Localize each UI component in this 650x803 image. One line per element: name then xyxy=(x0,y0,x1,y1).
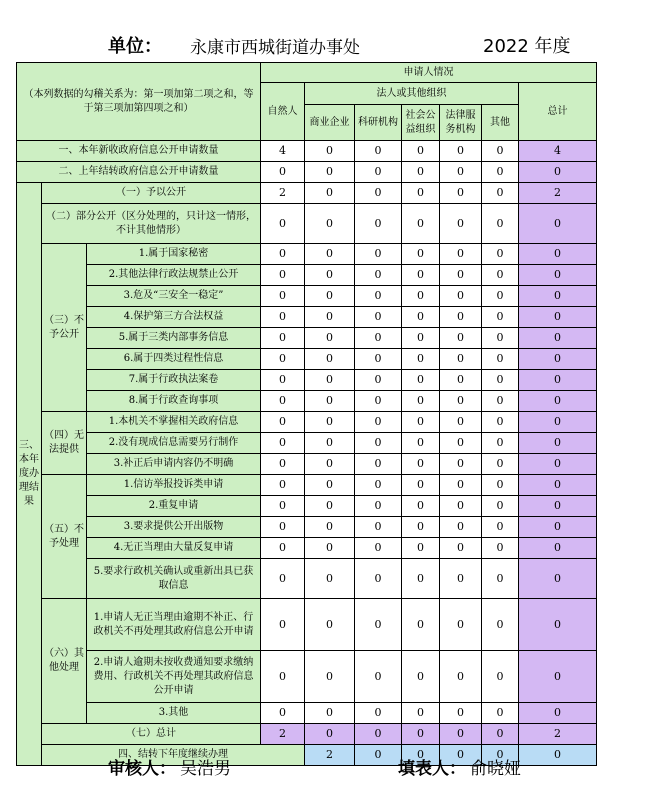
row-label: 2.其他法律行政法规禁止公开 xyxy=(87,265,261,286)
value-cell: 0 xyxy=(440,745,482,766)
table-row xyxy=(17,412,597,433)
value-cell: 0 xyxy=(519,745,597,766)
value-cell: 0 xyxy=(482,724,519,745)
row-label: 5.要求行政机关确认或重新出具已获取信息 xyxy=(87,559,261,599)
row-label: 1.申请人无正当理由逾期不补正、行政机关不再处理其政府信息公开申请 xyxy=(87,599,261,651)
table-row xyxy=(17,433,597,454)
value-cell: 0 xyxy=(440,141,482,162)
value-cell: 0 xyxy=(305,517,355,538)
value-cell: 0 xyxy=(305,454,355,475)
group-label: （四）无法提供 xyxy=(42,412,87,475)
value-cell: 0 xyxy=(440,651,482,703)
value-cell: 0 xyxy=(519,265,597,286)
table-row xyxy=(17,328,597,349)
table-row xyxy=(17,349,597,370)
value-cell: 0 xyxy=(261,703,305,724)
value-cell: 0 xyxy=(261,265,305,286)
table-row xyxy=(17,559,597,599)
report-footer xyxy=(0,754,650,784)
value-cell: 0 xyxy=(402,183,440,204)
table-row xyxy=(17,496,597,517)
value-cell: 0 xyxy=(402,328,440,349)
value-cell: 0 xyxy=(355,651,402,703)
value-cell: 4 xyxy=(261,141,305,162)
group-label: （三）不予公开 xyxy=(42,244,87,412)
value-cell: 0 xyxy=(402,349,440,370)
value-cell: 0 xyxy=(482,703,519,724)
value-cell: 0 xyxy=(355,141,402,162)
value-cell: 0 xyxy=(305,307,355,328)
row-label: 1.信访举报投诉类申请 xyxy=(87,475,261,496)
value-cell: 0 xyxy=(519,475,597,496)
value-cell: 0 xyxy=(305,412,355,433)
reviewer-label: 审核人： xyxy=(108,759,176,779)
row-label: 1.本机关不掌握相关政府信息 xyxy=(87,412,261,433)
value-cell: 0 xyxy=(519,328,597,349)
col-other: 其他 xyxy=(482,105,519,141)
value-cell: 0 xyxy=(402,475,440,496)
value-cell: 0 xyxy=(261,204,305,244)
value-cell: 0 xyxy=(440,370,482,391)
value-cell: 0 xyxy=(482,651,519,703)
value-cell: 0 xyxy=(355,475,402,496)
value-cell: 0 xyxy=(355,265,402,286)
value-cell: 0 xyxy=(305,724,355,745)
value-cell: 0 xyxy=(402,412,440,433)
value-cell: 0 xyxy=(402,391,440,412)
value-cell: 0 xyxy=(482,244,519,265)
value-cell: 0 xyxy=(305,475,355,496)
value-cell: 0 xyxy=(305,349,355,370)
value-cell: 0 xyxy=(305,183,355,204)
value-cell: 0 xyxy=(261,538,305,559)
value-cell: 0 xyxy=(519,559,597,599)
row-label: 1.属于国家秘密 xyxy=(87,244,261,265)
unit-label: 单位： xyxy=(108,36,162,57)
report-header xyxy=(0,32,650,62)
value-cell: 0 xyxy=(261,496,305,517)
value-cell: 0 xyxy=(305,204,355,244)
report-table xyxy=(16,62,597,766)
value-cell: 0 xyxy=(519,370,597,391)
value-cell: 0 xyxy=(482,204,519,244)
value-cell: 0 xyxy=(305,162,355,183)
value-cell: 0 xyxy=(305,328,355,349)
value-cell: 0 xyxy=(355,745,402,766)
value-cell: 0 xyxy=(402,496,440,517)
row-label: 2.没有现成信息需要另行制作 xyxy=(87,433,261,454)
value-cell: 0 xyxy=(519,433,597,454)
value-cell: 0 xyxy=(482,265,519,286)
report-year: 2022 年度 xyxy=(483,36,571,57)
row-label: 5.属于三类内部事务信息 xyxy=(87,328,261,349)
natural-person-header: 自然人 xyxy=(261,83,305,141)
value-cell: 0 xyxy=(305,433,355,454)
value-cell: 2 xyxy=(519,183,597,204)
value-cell: 0 xyxy=(440,328,482,349)
value-cell: 0 xyxy=(261,244,305,265)
value-cell: 0 xyxy=(482,538,519,559)
value-cell: 0 xyxy=(482,141,519,162)
value-cell: 0 xyxy=(519,349,597,370)
table-row xyxy=(17,599,597,651)
value-cell: 2 xyxy=(305,745,355,766)
value-cell: 0 xyxy=(440,724,482,745)
value-cell: 0 xyxy=(402,307,440,328)
value-cell: 0 xyxy=(261,286,305,307)
value-cell: 0 xyxy=(402,244,440,265)
value-cell: 0 xyxy=(402,651,440,703)
value-cell: 0 xyxy=(402,559,440,599)
value-cell: 0 xyxy=(519,651,597,703)
legal-header: 法人或其他组织 xyxy=(305,83,519,105)
value-cell: 0 xyxy=(305,703,355,724)
value-cell: 0 xyxy=(261,599,305,651)
value-cell: 0 xyxy=(402,703,440,724)
row-label: 4.无正当理由大量反复申请 xyxy=(87,538,261,559)
value-cell: 0 xyxy=(261,307,305,328)
table-row xyxy=(17,307,597,328)
value-cell: 0 xyxy=(305,286,355,307)
value-cell: 0 xyxy=(482,433,519,454)
value-cell: 0 xyxy=(482,412,519,433)
value-cell: 0 xyxy=(482,349,519,370)
value-cell: 0 xyxy=(519,538,597,559)
value-cell: 0 xyxy=(355,370,402,391)
value-cell: 0 xyxy=(305,244,355,265)
value-cell: 0 xyxy=(482,599,519,651)
value-cell: 0 xyxy=(261,412,305,433)
value-cell: 0 xyxy=(355,286,402,307)
value-cell: 0 xyxy=(440,703,482,724)
value-cell: 0 xyxy=(482,391,519,412)
row-label: 一、本年新收政府信息公开申请数量 xyxy=(17,141,261,162)
value-cell: 0 xyxy=(440,454,482,475)
value-cell: 0 xyxy=(519,412,597,433)
value-cell: 0 xyxy=(440,183,482,204)
value-cell: 0 xyxy=(305,651,355,703)
row-label: 2.重复申请 xyxy=(87,496,261,517)
value-cell: 0 xyxy=(355,349,402,370)
value-cell: 0 xyxy=(440,265,482,286)
value-cell: 0 xyxy=(519,307,597,328)
row-label: 2.申请人逾期未按收费通知要求缴纳费用、行政机关不再处理其政府信息公开申请 xyxy=(87,651,261,703)
value-cell: 0 xyxy=(355,204,402,244)
section-label: 三、本年度办理结果 xyxy=(17,183,42,766)
value-cell: 0 xyxy=(482,475,519,496)
row-label: 四、结转下年度继续办理 xyxy=(42,745,305,766)
value-cell: 0 xyxy=(305,141,355,162)
value-cell: 0 xyxy=(305,599,355,651)
table-row xyxy=(17,286,597,307)
value-cell: 0 xyxy=(305,391,355,412)
value-cell: 0 xyxy=(482,183,519,204)
table-row xyxy=(17,724,597,745)
table-row xyxy=(17,538,597,559)
value-cell: 0 xyxy=(355,433,402,454)
applicant-header: 申请人情况 xyxy=(261,63,597,83)
table-row xyxy=(17,370,597,391)
value-cell: 0 xyxy=(440,391,482,412)
reviewer-name: 吴浩男 xyxy=(180,759,231,779)
value-cell: 0 xyxy=(355,244,402,265)
value-cell: 0 xyxy=(519,496,597,517)
value-cell: 0 xyxy=(355,599,402,651)
value-cell: 0 xyxy=(440,349,482,370)
value-cell: 0 xyxy=(482,307,519,328)
value-cell: 0 xyxy=(261,475,305,496)
row-label: （一）予以公开 xyxy=(42,183,261,204)
value-cell: 0 xyxy=(402,517,440,538)
value-cell: 0 xyxy=(440,559,482,599)
value-cell: 0 xyxy=(402,204,440,244)
row-label: 3.要求提供公开出版物 xyxy=(87,517,261,538)
value-cell: 0 xyxy=(482,162,519,183)
value-cell: 0 xyxy=(519,244,597,265)
value-cell: 0 xyxy=(402,433,440,454)
col-public-welfare: 社会公益组织 xyxy=(402,105,440,141)
value-cell: 0 xyxy=(355,183,402,204)
row-label: 3.补正后申请内容仍不明确 xyxy=(87,454,261,475)
row-label: 6.属于四类过程性信息 xyxy=(87,349,261,370)
value-cell: 0 xyxy=(261,328,305,349)
value-cell: 0 xyxy=(402,454,440,475)
value-cell: 0 xyxy=(305,370,355,391)
table-row xyxy=(17,162,597,183)
value-cell: 0 xyxy=(261,391,305,412)
table-row xyxy=(17,244,597,265)
value-cell: 0 xyxy=(355,517,402,538)
value-cell: 0 xyxy=(355,391,402,412)
value-cell: 0 xyxy=(355,307,402,328)
value-cell: 0 xyxy=(482,745,519,766)
table-row xyxy=(17,703,597,724)
value-cell: 0 xyxy=(482,517,519,538)
row-label: （二）部分公开（区分处理的，只计这一情形，不计其他情形） xyxy=(42,204,261,244)
value-cell: 0 xyxy=(440,412,482,433)
row-label: 7.属于行政执法案卷 xyxy=(87,370,261,391)
value-cell: 2 xyxy=(261,183,305,204)
total-header: 总计 xyxy=(519,83,597,141)
filler-label: 填表人： xyxy=(398,759,466,779)
filler-name: 俞晓娅 xyxy=(470,759,521,779)
value-cell: 0 xyxy=(482,328,519,349)
value-cell: 0 xyxy=(519,391,597,412)
value-cell: 0 xyxy=(519,162,597,183)
table-row xyxy=(17,475,597,496)
value-cell: 0 xyxy=(305,265,355,286)
value-cell: 0 xyxy=(440,307,482,328)
value-cell: 0 xyxy=(355,454,402,475)
value-cell: 0 xyxy=(355,496,402,517)
value-cell: 0 xyxy=(355,538,402,559)
group-label: （六）其他处理 xyxy=(42,599,87,724)
value-cell: 2 xyxy=(261,724,305,745)
value-cell: 0 xyxy=(261,349,305,370)
value-cell: 0 xyxy=(355,328,402,349)
row-label: 3.危及“三安全一稳定” xyxy=(87,286,261,307)
value-cell: 0 xyxy=(519,286,597,307)
value-cell: 0 xyxy=(519,703,597,724)
value-cell: 2 xyxy=(519,724,597,745)
value-cell: 0 xyxy=(355,559,402,599)
value-cell: 0 xyxy=(482,370,519,391)
value-cell: 0 xyxy=(519,204,597,244)
value-cell: 0 xyxy=(402,724,440,745)
value-cell: 0 xyxy=(355,412,402,433)
value-cell: 0 xyxy=(261,162,305,183)
row-label: （七）总计 xyxy=(42,724,261,745)
value-cell: 0 xyxy=(261,433,305,454)
value-cell: 4 xyxy=(519,141,597,162)
value-cell: 0 xyxy=(440,496,482,517)
table-row xyxy=(17,391,597,412)
row-label: 3.其他 xyxy=(87,703,261,724)
value-cell: 0 xyxy=(355,703,402,724)
value-cell: 0 xyxy=(482,454,519,475)
table-row xyxy=(17,183,597,204)
value-cell: 0 xyxy=(402,141,440,162)
value-cell: 0 xyxy=(261,651,305,703)
unit-name: 永康市西城街道办事处 xyxy=(190,38,360,58)
value-cell: 0 xyxy=(305,559,355,599)
value-cell: 0 xyxy=(261,454,305,475)
value-cell: 0 xyxy=(402,286,440,307)
value-cell: 0 xyxy=(261,517,305,538)
value-cell: 0 xyxy=(305,538,355,559)
col-commercial: 商业企业 xyxy=(305,105,355,141)
value-cell: 0 xyxy=(440,433,482,454)
row-label: 4.保护第三方合法权益 xyxy=(87,307,261,328)
value-cell: 0 xyxy=(519,599,597,651)
value-cell: 0 xyxy=(440,286,482,307)
value-cell: 0 xyxy=(440,475,482,496)
value-cell: 0 xyxy=(402,370,440,391)
value-cell: 0 xyxy=(402,538,440,559)
col-research: 科研机构 xyxy=(355,105,402,141)
value-cell: 0 xyxy=(440,599,482,651)
value-cell: 0 xyxy=(440,162,482,183)
table-row xyxy=(17,204,597,244)
header-note: （本列数据的勾稽关系为：第一项加第二项之和，等于第三项加第四项之和） xyxy=(17,63,261,141)
value-cell: 0 xyxy=(519,454,597,475)
table-row xyxy=(17,265,597,286)
value-cell: 0 xyxy=(355,724,402,745)
value-cell: 0 xyxy=(440,204,482,244)
value-cell: 0 xyxy=(402,745,440,766)
row-label: 二、上年结转政府信息公开申请数量 xyxy=(17,162,261,183)
table-row xyxy=(17,651,597,703)
value-cell: 0 xyxy=(402,265,440,286)
table-row xyxy=(17,454,597,475)
value-cell: 0 xyxy=(261,370,305,391)
value-cell: 0 xyxy=(482,286,519,307)
value-cell: 0 xyxy=(440,244,482,265)
value-cell: 0 xyxy=(519,517,597,538)
value-cell: 0 xyxy=(355,162,402,183)
value-cell: 0 xyxy=(440,517,482,538)
group-label: （五）不予处理 xyxy=(42,475,87,599)
value-cell: 0 xyxy=(440,538,482,559)
value-cell: 0 xyxy=(305,496,355,517)
value-cell: 0 xyxy=(482,496,519,517)
value-cell: 0 xyxy=(402,599,440,651)
row-label: 8.属于行政查询事项 xyxy=(87,391,261,412)
value-cell: 0 xyxy=(261,559,305,599)
value-cell: 0 xyxy=(482,559,519,599)
table-row xyxy=(17,141,597,162)
col-legal-service: 法律服务机构 xyxy=(440,105,482,141)
value-cell: 0 xyxy=(402,162,440,183)
table-row xyxy=(17,517,597,538)
